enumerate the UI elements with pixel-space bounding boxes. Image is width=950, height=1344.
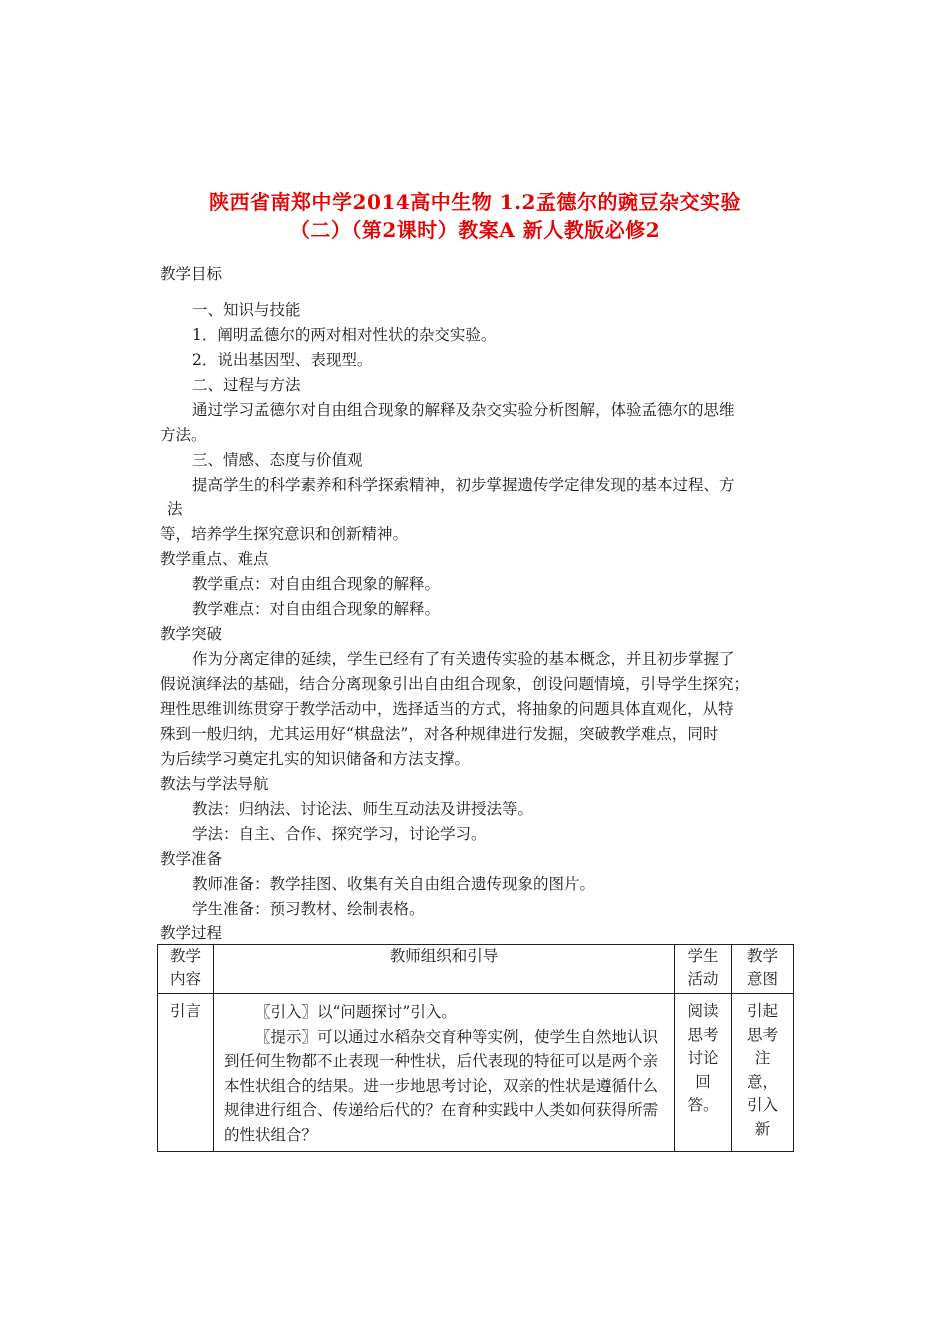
header-intent: 教学 意图 xyxy=(732,945,794,994)
paragraph-line: 教学难点：对自由组合现象的解释。 xyxy=(192,600,441,618)
document-title-line-1: 陕西省南郑中学2014高中生物 1.2孟德尔的豌豆杂交实验 xyxy=(209,190,741,214)
section-heading-process: 教学过程 xyxy=(160,924,223,942)
table-row xyxy=(158,994,794,1152)
paragraph-line: 教法：归纳法、讨论法、师生互动法及讲授法等。 xyxy=(192,800,534,818)
paragraph-line: 方法。 xyxy=(160,426,207,444)
paragraph-line: 假说演绎法的基础，结合分离现象引出自由组合现象，创设问题情境，引导学生探究； xyxy=(160,675,750,693)
section-heading-preparation: 教学准备 xyxy=(160,850,223,868)
teaching-process-table xyxy=(157,944,794,1152)
section-heading-objectives: 教学目标 xyxy=(160,265,223,283)
paragraph-line: 作为分离定律的延续，学生已经有了有关遗传实验的基本概念，并且初步掌握了 xyxy=(192,650,735,668)
paragraph-line: 提高学生的科学素养和科学探索精神，初步掌握遗传学定律发现的基本过程、方 xyxy=(192,476,735,494)
table-header-row xyxy=(158,945,794,994)
paragraph-line: 理性思维训练贯穿于教学活动中，选择适当的方式，将抽象的问题具体直观化，从特 xyxy=(160,700,734,718)
paragraph-line: 等，培养学生探究意识和创新精神。 xyxy=(160,525,409,543)
subheading-knowledge-skills: 一、知识与技能 xyxy=(192,301,301,319)
paragraph-line: 殊到一般归纳，尤其运用好“棋盘法”，对各种规律进行发掘，突破教学难点，同时 xyxy=(160,725,719,743)
paragraph-line: 教师准备：教学挂图、收集有关自由组合遗传现象的图片。 xyxy=(192,875,596,893)
section-heading-key-points: 教学重点、难点 xyxy=(160,550,269,568)
subheading-process-method: 二、过程与方法 xyxy=(192,376,301,394)
document-title-line-2: （二）（第2课时）教案A 新人教版必修2 xyxy=(289,218,661,242)
paragraph-line: 学生准备：预习教材、绘制表格。 xyxy=(192,900,425,918)
cell-intent: 引起 思考 注 意， 引入 新 xyxy=(732,994,794,1152)
header-guide: 教师组织和引导 xyxy=(214,945,675,994)
paragraph-line: 2．说出基因型、表现型。 xyxy=(192,351,373,369)
paragraph-line: 法 xyxy=(167,500,183,518)
header-activity: 学生 活动 xyxy=(675,945,732,994)
subheading-emotion-values: 三、情感、态度与价值观 xyxy=(192,451,363,469)
paragraph-line: 1．阐明孟德尔的两对相对性状的杂交实验。 xyxy=(192,326,497,344)
cell-activity: 阅读 思考 讨论 回 答。 xyxy=(675,994,732,1152)
paragraph-line: 学法：自主、合作、探究学习，讨论学习。 xyxy=(192,825,487,843)
cell-content: 引言 xyxy=(158,994,214,1152)
paragraph-line: 为后续学习奠定扎实的知识储备和方法支撑。 xyxy=(160,750,471,768)
paragraph-line: 通过学习孟德尔对自由组合现象的解释及杂交实验分析图解，体验孟德尔的思维 xyxy=(192,401,735,419)
section-heading-methods: 教法与学法导航 xyxy=(160,775,269,793)
header-content: 教学 内容 xyxy=(158,945,214,994)
cell-guide: 〖引入〗以“问题探讨”引入。 〖提示〗可以通过水稻杂交育种等实例，使学生自然地认识到任何生物都不止表现一种性状，后代表现的特征可以是两个亲本性状组合的结果。进一步地思考讨论，双亲的性状是遵循什么规律进行组合、传递给后代的？在育种实践中人类如何获得所需的性状组合？ xyxy=(214,994,675,1152)
paragraph-line: 教学重点：对自由组合现象的解释。 xyxy=(192,575,441,593)
section-heading-breakthrough: 教学突破 xyxy=(160,625,223,643)
